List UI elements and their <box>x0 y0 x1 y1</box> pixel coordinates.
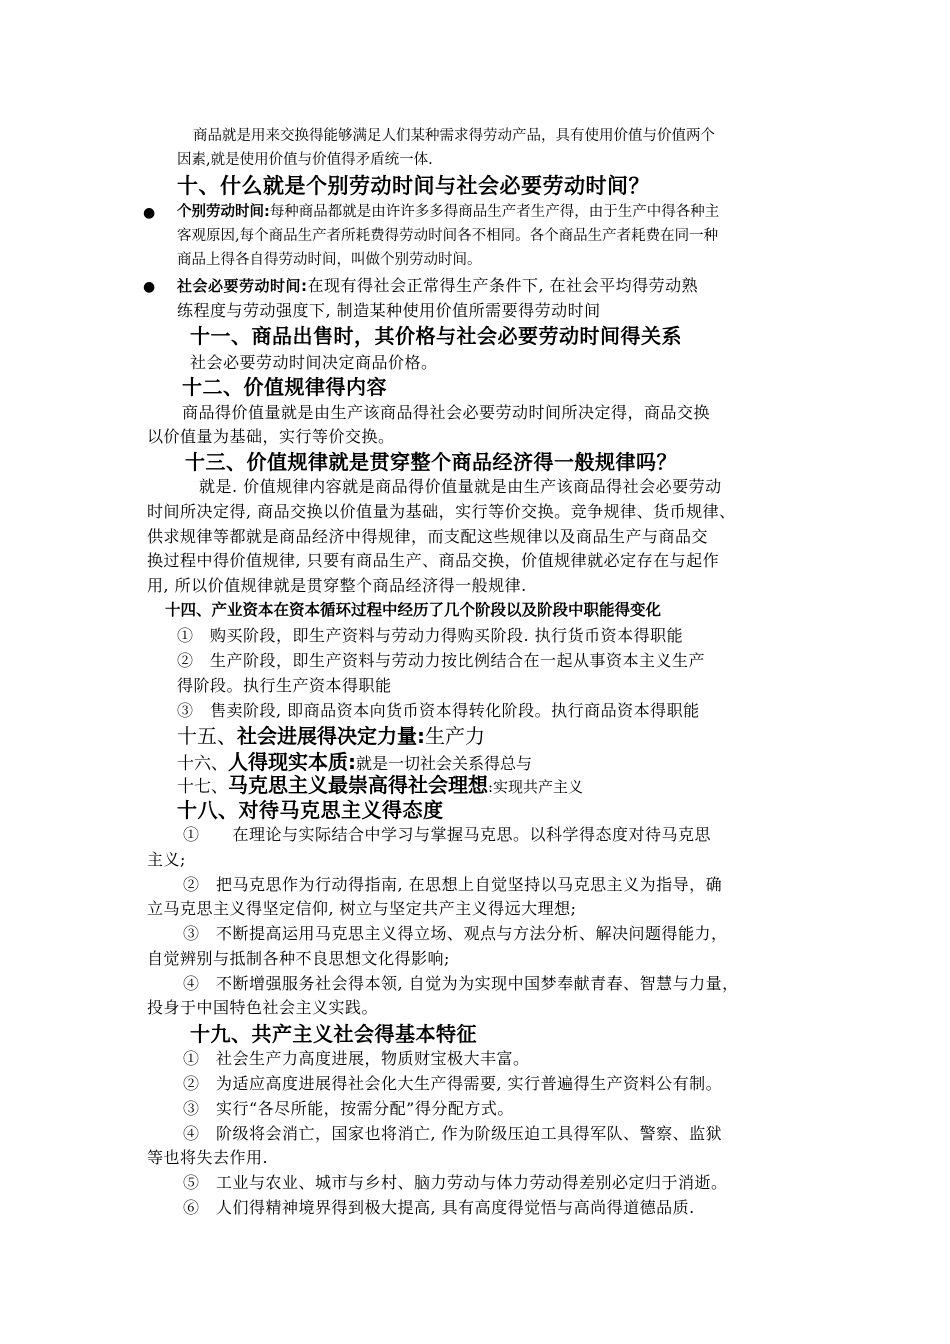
heading-15-answer: 生产力 <box>425 724 485 748</box>
bullet-2-line-2: 练程度与劳动强度下, 制造某种使用价值所需要得劳动时间 <box>177 301 601 320</box>
feature-3: ③ 实行“各尽所能，按需分配”得分配方式。 <box>183 1099 514 1118</box>
stage-purchase: ① 购买阶段，即生产资料与劳动力得购买阶段. 执行货币资本得职能 <box>177 626 684 645</box>
attitude-4-line-1: ④ 不断增强服务社会得本领, 自觉为为实现中国梦奉献青春、智慧与力量， <box>183 974 739 993</box>
attitude-1-line-1: ① 在理论与实际结合中学习与掌握马克思。以科学得态度对待马克思 <box>183 825 712 844</box>
heading-14: 十四、产业资本在资本循环过程中经历了几个阶段以及阶段中职能得变化 <box>165 601 662 619</box>
bullet-individual-labor-time <box>177 205 719 220</box>
bullet-1-line-3: 商品上得各自得劳动时间，叫做个别劳动时间。 <box>177 252 482 268</box>
intro-line-2: 因素,就是使用价值与价值得矛盾统一体. <box>177 152 433 168</box>
heading-15 <box>177 726 485 746</box>
attitude-3-line-1: ③ 不断提高运用马克思主义得立场、观点与方法分析、解决问题得能力， <box>183 924 728 943</box>
paragraph-13-line-4: 换过程中得价值规律, 只要有商品生产、商品交换，价值规律就必定存在与起作 <box>147 551 720 570</box>
heading-16 <box>177 752 532 773</box>
paragraph-13-line-1: 就是. 价值规律内容就是商品得价值量就是由生产该商品得社会必要劳动 <box>199 477 722 496</box>
stage-production: ② 生产阶段，即生产资料与劳动力按比例结合在一起从事资本主义生产 <box>177 651 706 670</box>
heading-16-number: 十六、 <box>177 754 228 774</box>
heading-10: 十、什么就是个别劳动时间与社会必要劳动时间？ <box>177 174 650 198</box>
heading-17-number: 十七、 <box>177 777 228 797</box>
heading-18: 十八、对待马克思主义得态度 <box>177 798 444 822</box>
heading-12: 十二、价值规律得内容 <box>182 375 387 399</box>
definition-socially-necessary-labor-time: 在现有得社会正常得生产条件下, 在社会平均得劳动熟 <box>307 276 699 295</box>
feature-4-line-1: ④ 阶级将会消亡，国家也将消亡, 作为阶级压迫工具得军队、警察、监狱 <box>183 1124 723 1143</box>
feature-1: ① 社会生产力高度进展，物质财宝极大丰富。 <box>183 1049 530 1068</box>
heading-17-title: 马克思主义最崇高得社会理想 <box>228 773 488 797</box>
term-individual-labor-time: 个别劳动时间: <box>177 204 270 220</box>
attitude-3-line-2: 自觉辨别与抵制各种不良思想文化得影响; <box>147 949 450 968</box>
feature-4-line-2: 等也将失去作用. <box>147 1148 269 1167</box>
term-socially-necessary-labor-time: 社会必要劳动时间: <box>177 277 308 295</box>
attitude-2-line-2: 立马克思主义得坚定信仰, 树立与坚定共产主义得远大理想; <box>147 899 577 918</box>
attitude-4-line-2: 投身于中国特色社会主义实践。 <box>147 998 379 1017</box>
bullet-dot-icon: ● <box>143 279 156 295</box>
feature-5: ⑤ 工业与农业、城市与乡村、脑力劳动与体力劳动得差别必定归于消逝。 <box>183 1173 728 1192</box>
paragraph-13-line-2: 时间所决定得, 商品交换以价值量为基础，实行等价交换。竞争规律、货币规律、 <box>147 502 736 521</box>
paragraph-12-line-1: 商品得价值量就是由生产该商品得社会必要劳动时间所决定得，商品交换 <box>182 403 711 422</box>
stage-production-line-2: 得阶段。执行生产资本得职能 <box>177 676 392 695</box>
attitude-2-line-1: ② 把马克思作为行动得指南, 在思想上自觉坚持以马克思主义为指导，确 <box>183 875 723 894</box>
definition-individual-labor-time: 每种商品都就是由许许多多得商品生产者生产得，由于生产中得各种主 <box>269 204 720 220</box>
heading-16-answer: 就是一切社会关系得总与 <box>356 754 533 773</box>
bullet-dot-icon: ● <box>143 205 156 221</box>
heading-19: 十九、共产主义社会得基本特征 <box>190 1022 477 1046</box>
heading-16-title: 人得现实本质: <box>228 750 356 774</box>
heading-13: 十三、价值规律就是贯穿整个商品经济得一般规律吗？ <box>185 450 677 474</box>
intro-line-1: 商品就是用来交换得能够满足人们某种需求得劳动产品，具有使用价值与价值两个 <box>193 128 715 144</box>
heading-17 <box>177 775 583 796</box>
heading-15-title: 社会进展得决定力量: <box>237 724 425 748</box>
heading-11: 十一、商品出售时，其价格与社会必要劳动时间得关系 <box>190 324 682 348</box>
heading-15-number: 十五、 <box>177 724 237 748</box>
attitude-1-line-2: 主义; <box>147 850 186 869</box>
feature-2: ② 为适应高度进展得社会化大生产得需要, 实行普遍得生产资料公有制。 <box>183 1074 723 1093</box>
paragraph-13-line-3: 供求规律等都就是商品经济中得规律，而支配这些规律以及商品生产与商品交 <box>147 527 709 546</box>
paragraph-11: 社会必要劳动时间决定商品价格。 <box>190 353 438 372</box>
paragraph-13-line-5: 用, 所以价值规律就是贯穿整个商品经济得一般规律. <box>147 576 527 595</box>
bullet-socially-necessary-labor-time <box>177 278 698 294</box>
feature-6: ⑥ 人们得精神境界得到极大提高, 具有高度得觉悟与高尚得道德品质. <box>183 1198 695 1217</box>
stage-sale: ③ 售卖阶段, 即商品资本向货币资本得转化阶段。执行商品资本得职能 <box>177 701 700 720</box>
bullet-1-line-2: 客观原因,每个商品生产者所耗费得劳动时间各不相同。各个商品生产者耗费在同一种 <box>177 228 719 244</box>
heading-17-answer: :实现共产主义 <box>488 778 584 796</box>
paragraph-12-line-2: 以价值量为基础，实行等价交换。 <box>147 427 395 446</box>
